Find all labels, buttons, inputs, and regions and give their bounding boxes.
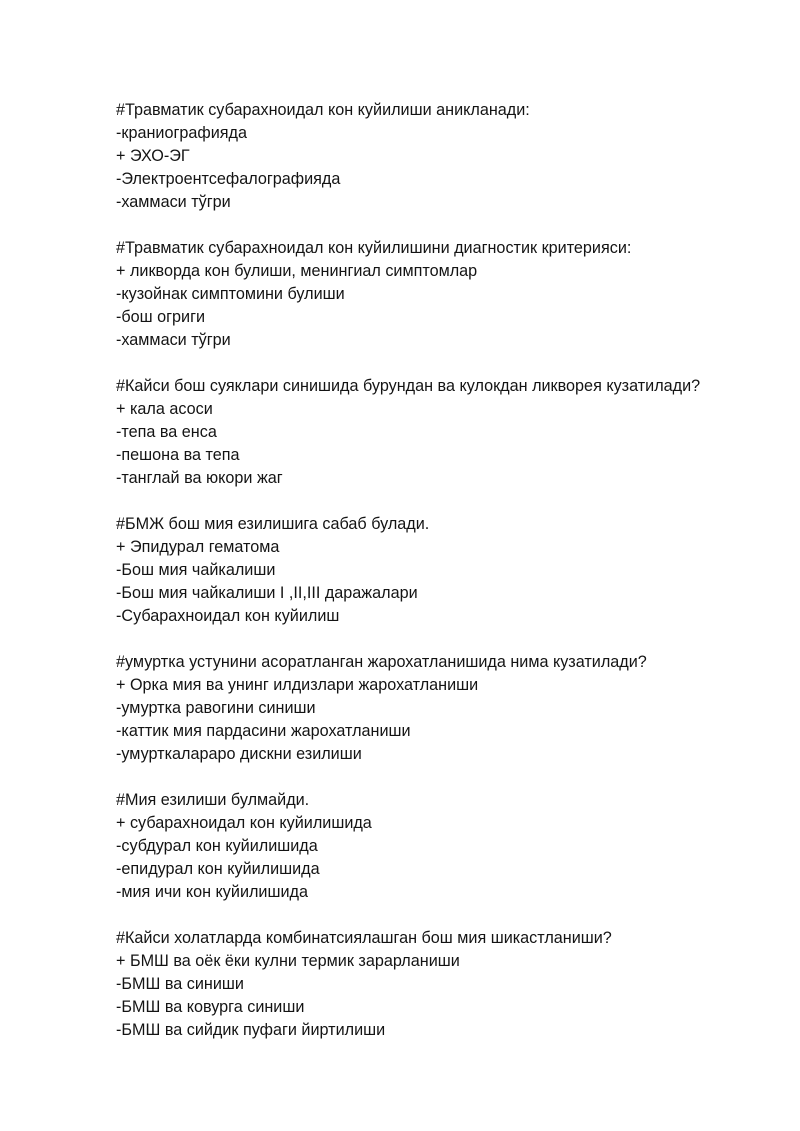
- question-text: #Кайси бош суяклари синишида бурундан ва кулокдан ликворея кузатилади?: [116, 377, 701, 395]
- question-block-3: [116, 375, 776, 490]
- question-text: #БМЖ бош мия езилишига сабаб булади.: [116, 515, 430, 533]
- answer-option: -субдурал кон куйилишида: [116, 837, 318, 855]
- question-text: #Травматик субарахноидал кон куйилиши аникланади:: [116, 101, 530, 119]
- answer-option: -хаммаси тўгри: [116, 331, 231, 349]
- answer-option: -танглай ва юкори жаг: [116, 469, 283, 487]
- answer-option: -Бош мия чайкалиши I ,II,III даражалари: [116, 584, 418, 602]
- answer-option: + ликворда кон булиши, менингиал симптомлар: [116, 262, 478, 280]
- answer-option: -БМШ ва синиши: [116, 975, 244, 993]
- question-text: #Травматик субарахноидал кон куйилишини диагностик критерияси:: [116, 239, 632, 257]
- answer-option: -БМШ ва ковурга синиши: [116, 998, 305, 1016]
- answer-option: -умуртка равогини синиши: [116, 699, 316, 717]
- answer-option: -умурткалараро дискни езилиши: [116, 745, 362, 763]
- answer-option: + кала асоси: [116, 400, 213, 418]
- answer-option: -епидурал кон куйилишида: [116, 860, 320, 878]
- answer-option: -Бош мия чайкалиши: [116, 561, 276, 579]
- question-block-5: [116, 651, 776, 766]
- question-block-6: [116, 789, 776, 904]
- answer-option: -Субарахноидал кон куйилиш: [116, 607, 340, 625]
- question-block-2: [116, 237, 776, 352]
- question-text: #Мия езилиши булмайди.: [116, 791, 310, 809]
- answer-option: + ЭХО-ЭГ: [116, 147, 190, 165]
- answer-option: -каттик мия пардасини жарохатланиши: [116, 722, 411, 740]
- answer-option: + Орка мия ва унинг илдизлари жарохатланиши: [116, 676, 479, 694]
- answer-option: + субарахноидал кон куйилишида: [116, 814, 372, 832]
- answer-option: -краниографияда: [116, 124, 247, 142]
- question-text: #умуртка устунини асоратланган жарохатланишида нима кузатилади?: [116, 653, 647, 671]
- answer-option: -пешона ва тепа: [116, 446, 240, 464]
- question-text: #Кайси холатларда комбинатсиялашган бош мия шикастланиши?: [116, 929, 612, 947]
- answer-option: -бош огриги: [116, 308, 206, 326]
- answer-option: -БМШ ва сийдик пуфаги йиртилиши: [116, 1021, 386, 1039]
- answer-option: + Эпидурал гематома: [116, 538, 280, 556]
- answer-option: -тепа ва енса: [116, 423, 217, 441]
- document-content: [116, 99, 776, 1065]
- answer-option: -хаммаси тўгри: [116, 193, 231, 211]
- question-block-4: [116, 513, 776, 628]
- question-block-1: [116, 99, 776, 214]
- question-block-7: [116, 927, 776, 1042]
- answer-option: -Электроентсефалографияда: [116, 170, 341, 188]
- answer-option: + БМШ ва оёк ёки кулни термик зарарланиши: [116, 952, 460, 970]
- answer-option: -кузойнак симптомини булиши: [116, 285, 345, 303]
- answer-option: -мия ичи кон куйилишида: [116, 883, 308, 901]
